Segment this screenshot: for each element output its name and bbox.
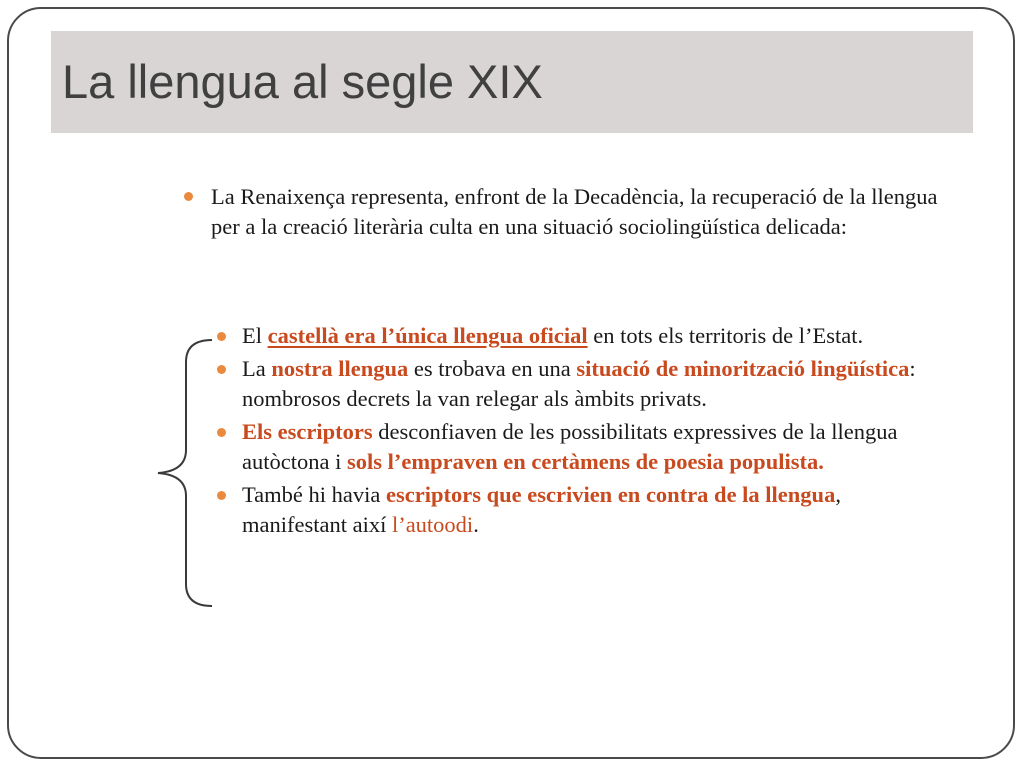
sub-bullet-text: El — [242, 323, 268, 348]
sub-bullet-list — [242, 321, 942, 543]
sub-bullet-text: També hi havia — [242, 482, 386, 507]
sub-bullet-text: La — [242, 356, 272, 381]
highlighted-text: sols l’empraven en certàmens de poesia populista. — [346, 449, 824, 474]
sub-bullet-text: : nombrosos decrets la van relegar als àmbits privats. — [242, 356, 916, 411]
sub-bullet-item — [242, 417, 942, 477]
sub-bullet-text: desconfiaven de les possibilitats expressives de la llengua autòctona i — [242, 419, 898, 474]
sub-bullet-item — [242, 354, 942, 414]
highlighted-text: situació de minorització lingüística — [576, 356, 910, 381]
sub-bullet-text: es trobava en una — [408, 356, 577, 381]
slide-title: La llengua al segle XIX — [62, 55, 543, 108]
bullet-dot-icon — [217, 332, 226, 341]
bullet-dot-icon — [217, 491, 226, 500]
sub-bullet-text: en tots els territoris de l’Estat. — [587, 323, 864, 348]
curly-brace-icon — [150, 338, 220, 608]
highlighted-text: l’autoodi — [391, 512, 474, 537]
bullet-dot-icon — [217, 365, 226, 374]
sub-bullet-text: . — [473, 512, 479, 537]
bullet-dot-icon — [217, 428, 226, 437]
main-bullet-text: La Renaixença representa, enfront de la Decadència, la recuperació de la llengua per a la creació literària culta en una situació sociolingüística delicada: — [211, 184, 938, 239]
highlighted-text: castellà era l’única llengua oficial — [267, 323, 588, 348]
sub-bullet-item — [242, 321, 942, 351]
sub-bullet-item — [242, 480, 942, 540]
sub-bullet-text: , manifestant així — [242, 482, 841, 537]
bullet-dot-icon — [184, 192, 193, 201]
highlighted-text: escriptors que escrivien en contra de la llengua — [386, 482, 836, 507]
highlighted-text: nostra llengua — [271, 356, 409, 381]
highlighted-text: Els escriptors — [242, 419, 373, 444]
